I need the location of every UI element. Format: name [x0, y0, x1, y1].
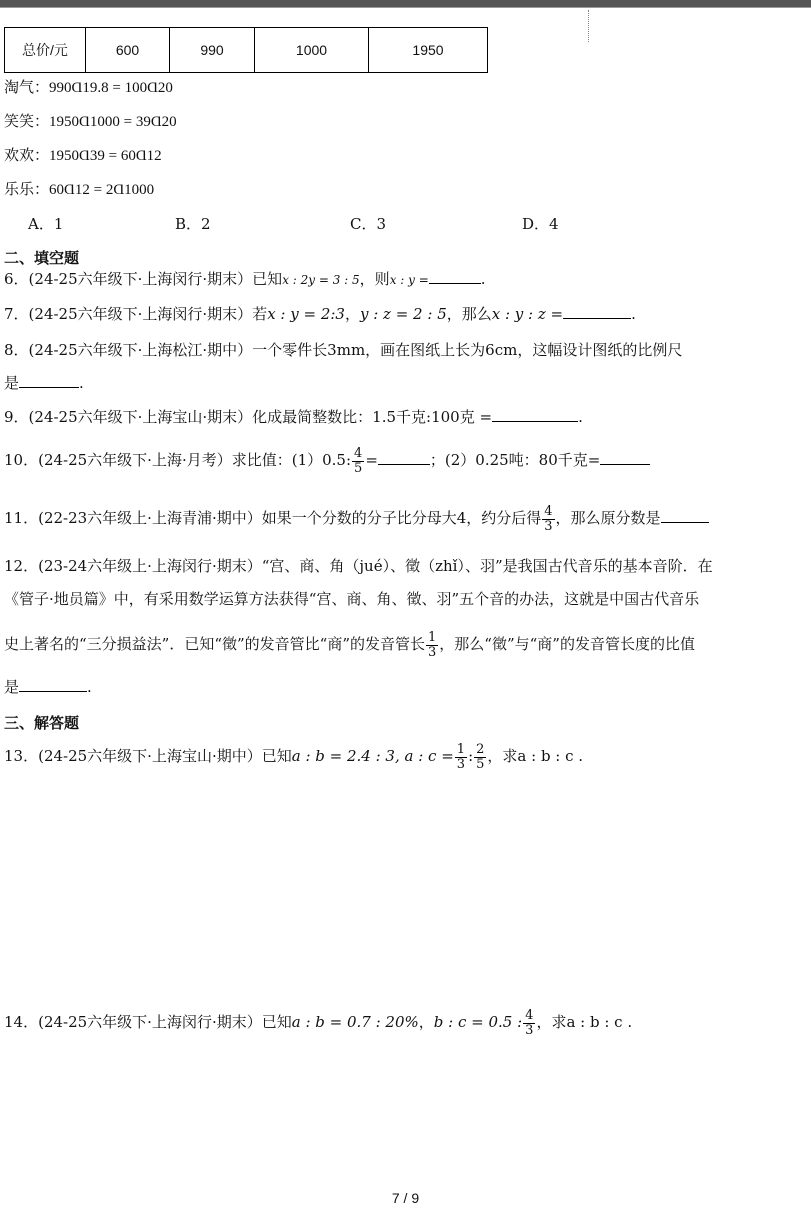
- q9-text: 9．(24-25六年级下·上海宝山·期末）化成最简整数比：1.5千克:100克 =: [4, 408, 493, 426]
- fraction: [455, 743, 467, 772]
- question-13: [4, 734, 583, 778]
- q12-line1: 12．(23-24六年级上·上海闵行·期末）“宫、商、角（jué）、徵（zhǐ）、羽”是我国古代音乐的基本音阶．在: [4, 557, 713, 575]
- answer-blank: [600, 450, 650, 465]
- q8-line2: 是: [4, 374, 20, 392]
- question-14: [4, 1000, 632, 1044]
- numerator: 2: [476, 741, 485, 757]
- table-cell: 990: [170, 28, 255, 73]
- q14-math1: a : b = 0.7 : 20%: [291, 1013, 419, 1031]
- calc-expr: 990Ɑ19.8 = 100Ɑ20: [49, 80, 173, 96]
- calc-expr: 1950Ɑ39 = 60Ɑ12: [49, 148, 162, 164]
- calc-name: 欢欢：: [4, 146, 50, 164]
- denominator: 3: [428, 644, 437, 660]
- calc-line-lele: [4, 179, 154, 200]
- denominator: 3: [525, 1022, 534, 1038]
- top-border-thin: [0, 7, 811, 8]
- question-8: [4, 339, 682, 361]
- calc-name: 乐乐：: [4, 180, 50, 198]
- calc-line-taoqi: [4, 77, 173, 98]
- calc-name: 淘气：: [4, 78, 50, 96]
- q7-math2: y : z = 2 : 5: [359, 305, 447, 323]
- q12-line4-pre: 是: [4, 678, 20, 696]
- fraction: [474, 743, 486, 772]
- answer-blank: [429, 269, 481, 284]
- option-d: D．4: [522, 215, 559, 233]
- q9-post: .: [578, 408, 583, 426]
- denominator: 3: [456, 756, 466, 772]
- q11-text: 11．(22-23六年级上·上海青浦·期中）如果一个分数的分子比分母大4，约分后得: [4, 509, 542, 527]
- fraction: [523, 1009, 535, 1038]
- q13-math: a : b = 2.4 : 3, a : c =: [291, 747, 454, 765]
- q7-math3: x : y : z =: [491, 305, 564, 323]
- table-cell: 1950: [369, 28, 488, 73]
- question-12-line2: [4, 588, 699, 610]
- calc-line-xiaoxiao: [4, 111, 177, 132]
- numerator: 4: [354, 445, 363, 461]
- answer-blank: [19, 373, 79, 388]
- fraction: [352, 447, 364, 476]
- question-12-line1: [4, 555, 713, 577]
- question-6: [4, 268, 486, 291]
- q14-mid: ，: [418, 1013, 434, 1031]
- q12-line3-pre: 史上著名的“三分损益法”．已知“徵”的发音管比“商”的发音管长: [4, 635, 426, 653]
- question-12-line4: [4, 676, 92, 698]
- q13-text: 13．(24-25六年级下·上海宝山·期中）已知: [4, 747, 292, 765]
- fraction: [426, 631, 438, 660]
- denominator: 5: [354, 460, 363, 476]
- q8-line1: 8．(24-25六年级下·上海松江·期中）一个零件长3mm，画在图纸上长为6cm，这幅设计图纸的比例尺: [4, 341, 683, 359]
- q7-mid1: ，: [344, 305, 360, 323]
- q13-sep: :: [468, 747, 474, 765]
- dotted-margin-mark: [588, 10, 590, 42]
- calc-line-huanhuan: [4, 145, 162, 166]
- q7-math1: x : y = 2:3: [267, 305, 345, 323]
- denominator: 5: [476, 756, 485, 772]
- answer-blank: [378, 450, 430, 465]
- question-11: [4, 496, 709, 540]
- numerator: 4: [544, 503, 553, 519]
- answer-blank: [492, 407, 578, 422]
- q7-post: .: [631, 305, 636, 323]
- fraction: [542, 505, 554, 534]
- option-a: A．1: [28, 215, 64, 233]
- price-table: [4, 27, 488, 73]
- table-row: [5, 28, 488, 73]
- q12-post: .: [87, 678, 92, 696]
- option-c: C．3: [350, 215, 387, 233]
- top-border: [0, 0, 811, 7]
- q6-post: .: [480, 270, 486, 288]
- page-number: 7 / 9: [391, 1190, 420, 1206]
- section-heading-answer: 三、解答题: [4, 714, 80, 732]
- q12-line3-post: ，那么“徵”与“商”的发音管长度的比值: [439, 635, 695, 653]
- q14-text: 14．(24-25六年级下·上海闵行·期末）已知: [4, 1013, 292, 1031]
- answer-blank: [563, 304, 631, 319]
- answer-blank: [19, 677, 87, 692]
- q14-post: ，求a : b : c .: [536, 1013, 633, 1031]
- question-9: [4, 406, 583, 428]
- calc-expr: 60Ɑ12 = 2Ɑ1000: [49, 182, 155, 198]
- numerator: 1: [428, 629, 437, 645]
- q10-text: 10．(24-25六年级下·上海·月考）求比值：(1）0.5:: [4, 451, 352, 469]
- q10-part2: ；(2）0.25吨：80千克=: [429, 451, 601, 469]
- table-cell: 1000: [255, 28, 369, 73]
- q7-mid2: ，那么: [446, 305, 492, 323]
- answer-options: [28, 213, 588, 233]
- q10-eq: =: [365, 451, 378, 469]
- q11-post: ，那么原分数是: [555, 509, 661, 527]
- option-b: B．2: [175, 215, 211, 233]
- q12-line2: 《管子·地员篇》中，有采用数学运算方法获得“宫、商、角、徵、羽”五个音的办法，这就是中国古代音乐: [4, 590, 700, 608]
- denominator: 3: [544, 518, 553, 534]
- table-header-cell: 总价/元: [5, 28, 86, 73]
- q8-post: .: [79, 374, 84, 392]
- answer-blank: [661, 508, 709, 523]
- calc-name: 笑笑：: [4, 112, 50, 130]
- q14-math2: b : c = 0.5 :: [433, 1013, 523, 1031]
- question-7: [4, 303, 636, 325]
- q6-mid: ，则: [359, 270, 390, 288]
- q6-text: 6．(24-25六年级下·上海闵行·期末）已知: [4, 270, 283, 288]
- q7-text: 7．(24-25六年级下·上海闵行·期末）若: [4, 305, 268, 323]
- question-12-line3: [4, 622, 695, 666]
- numerator: 1: [456, 741, 466, 757]
- calc-expr: 1950Ɑ1000 = 39Ɑ20: [49, 114, 177, 130]
- section-heading-fill: 二、填空题: [4, 249, 80, 267]
- q6-math: x : 2y = 3 : 5: [282, 273, 360, 287]
- question-8-cont: [4, 372, 84, 394]
- question-10: [4, 440, 650, 480]
- table-cell: 600: [86, 28, 170, 73]
- q6-math2: x : y =: [389, 273, 429, 287]
- numerator: 4: [525, 1007, 534, 1023]
- q13-post: ，求a : b : c .: [487, 747, 584, 765]
